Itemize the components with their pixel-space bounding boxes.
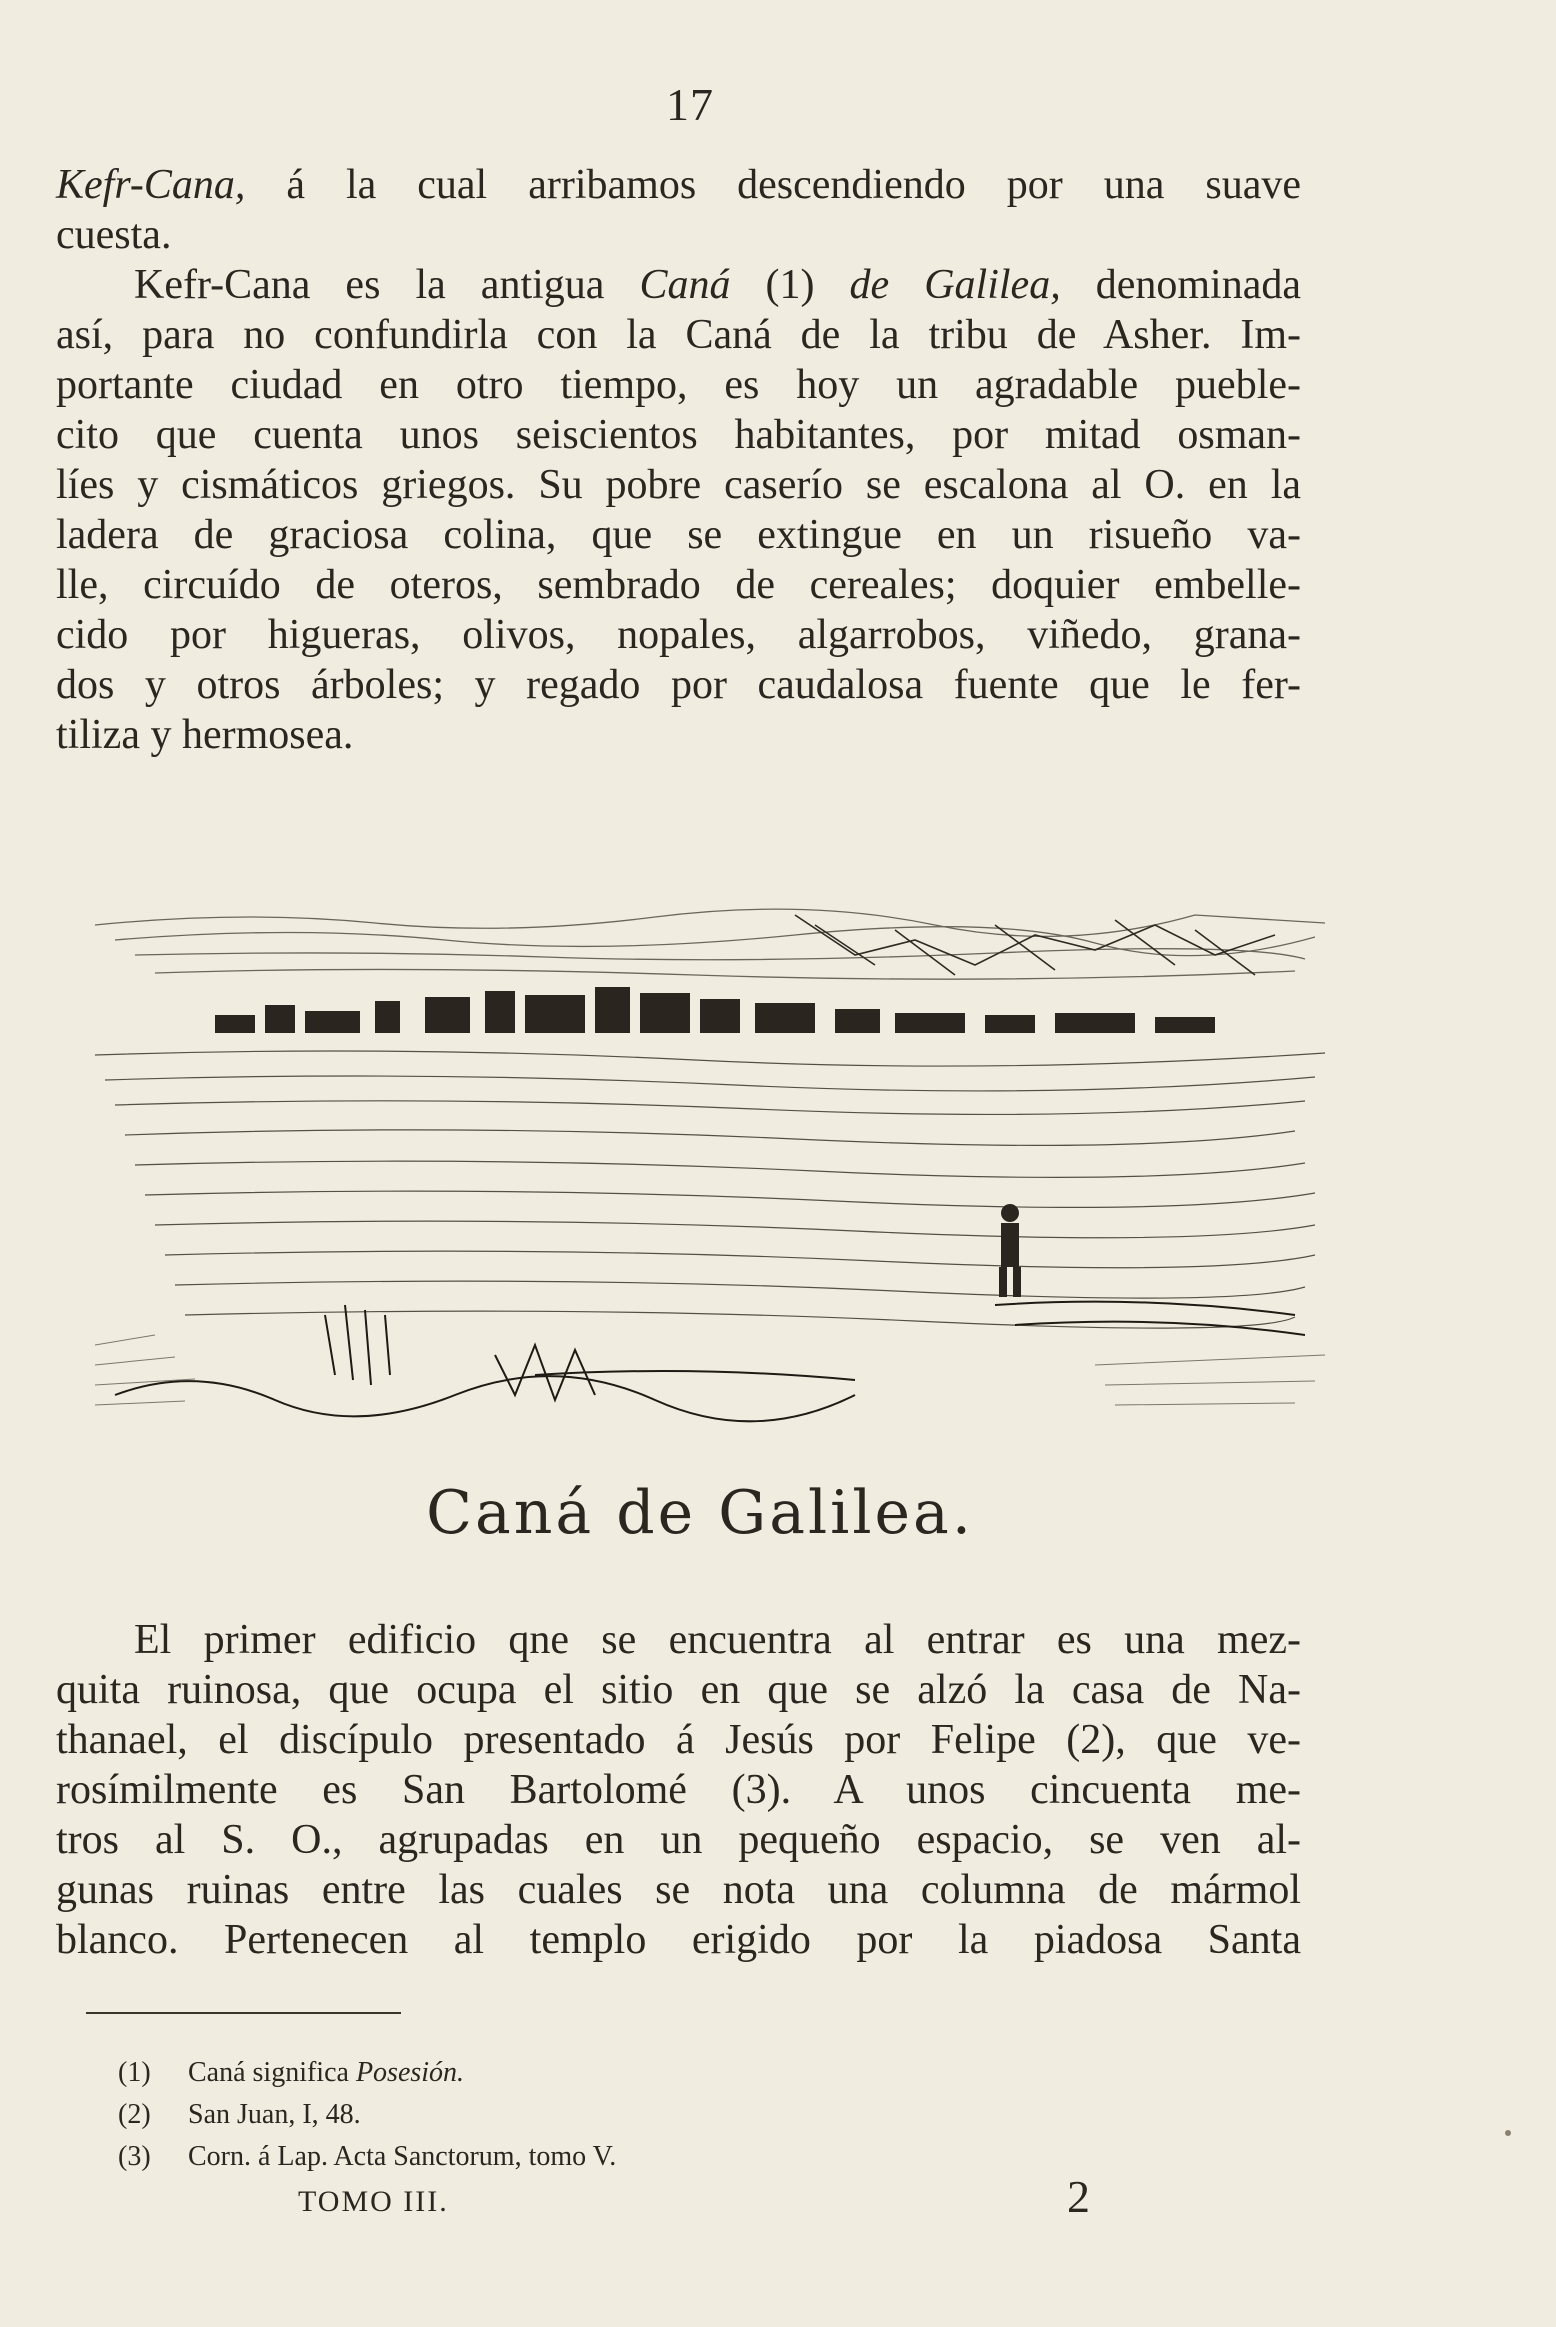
- text-line: [56, 160, 1301, 210]
- text-line: tros al S. O., agrupadas en un pequeño espacio, se ven al-: [56, 1817, 1301, 1863]
- text-line: lle, circuído de oteros, sembrado de cereales; doquier embelle-: [56, 562, 1301, 608]
- text-line: ladera de graciosa colina, que se extingue en un risueño va-: [56, 512, 1301, 558]
- footnote-text: Corn. á Lap. Acta Sanctorum, tomo V.: [188, 2141, 617, 2172]
- page-number: 17: [666, 79, 714, 130]
- footnotes: [118, 2052, 616, 2178]
- text-run: (1): [730, 262, 850, 308]
- footer-signature: 2: [1067, 2171, 1090, 2222]
- paragraph-2: [56, 1615, 1301, 1965]
- text-line: tiliza y hermosea.: [56, 712, 354, 758]
- footnote: [118, 2136, 616, 2178]
- text-line: así, para no confundirla con la Caná de la tribu de Asher. Im-: [56, 312, 1301, 358]
- footnote-mark: (3): [118, 2141, 151, 2172]
- text-run: á la cual arribamos descendiendo por una suave: [245, 162, 1301, 208]
- footnote-italic: Posesión.: [355, 2057, 465, 2088]
- footnote-divider: [86, 2012, 401, 2014]
- text-line: thanael, el discípulo presentado á Jesús por Felipe (2), que ve-: [56, 1717, 1301, 1763]
- text-line: blanco. Pertenecen al templo erigido por la piadosa Santa: [56, 1917, 1301, 1963]
- engraving-cana-landscape: [95, 895, 1325, 1475]
- text-line: portante ciudad en otro tiempo, es hoy un agradable pueble-: [56, 362, 1301, 408]
- text-line: cito que cuenta unos seiscientos habitantes, por mitad osman-: [56, 412, 1301, 458]
- text-line: rosímilmente es San Bartolomé (3). A unos cincuenta me-: [56, 1767, 1301, 1813]
- footnote-text: San Juan, I, 48.: [188, 2099, 361, 2130]
- text-line: cido por higueras, olivos, nopales, algarrobos, viñedo, grana-: [56, 612, 1301, 658]
- text-line: [56, 260, 1301, 310]
- text-line: líes y cismáticos griegos. Su pobre caserío se escalona al O. en la: [56, 462, 1301, 508]
- text-italic: Kefr-Cana,: [56, 162, 246, 208]
- text-italic: de Galilea,: [849, 262, 1061, 308]
- paper-speck: [1505, 2130, 1511, 2136]
- text-run: denominada: [1060, 262, 1302, 308]
- footnote-mark: (2): [118, 2099, 151, 2130]
- footnote: [118, 2094, 616, 2136]
- text-line: dos y otros árboles; y regado por caudalosa fuente que le fer-: [56, 662, 1301, 708]
- text-line: El primer edificio qne se encuentra al entrar es una mez-: [134, 1617, 1301, 1663]
- paragraph-1: [56, 160, 1301, 760]
- footnote-text: Caná significa: [188, 2057, 356, 2088]
- text-run: Kefr-Cana es la antigua: [134, 262, 640, 308]
- footer-volume: TOMO III.: [298, 2185, 449, 2218]
- text-italic: Caná: [639, 262, 731, 308]
- text-line: cuesta.: [56, 212, 172, 258]
- illustration-caption: Caná de Galilea.: [426, 1478, 974, 1548]
- footnote: [118, 2052, 616, 2094]
- footnote-mark: (1): [118, 2057, 151, 2088]
- text-line: gunas ruinas entre las cuales se nota una columna de mármol: [56, 1867, 1301, 1913]
- text-line: quita ruinosa, que ocupa el sitio en que se alzó la casa de Na-: [56, 1667, 1301, 1713]
